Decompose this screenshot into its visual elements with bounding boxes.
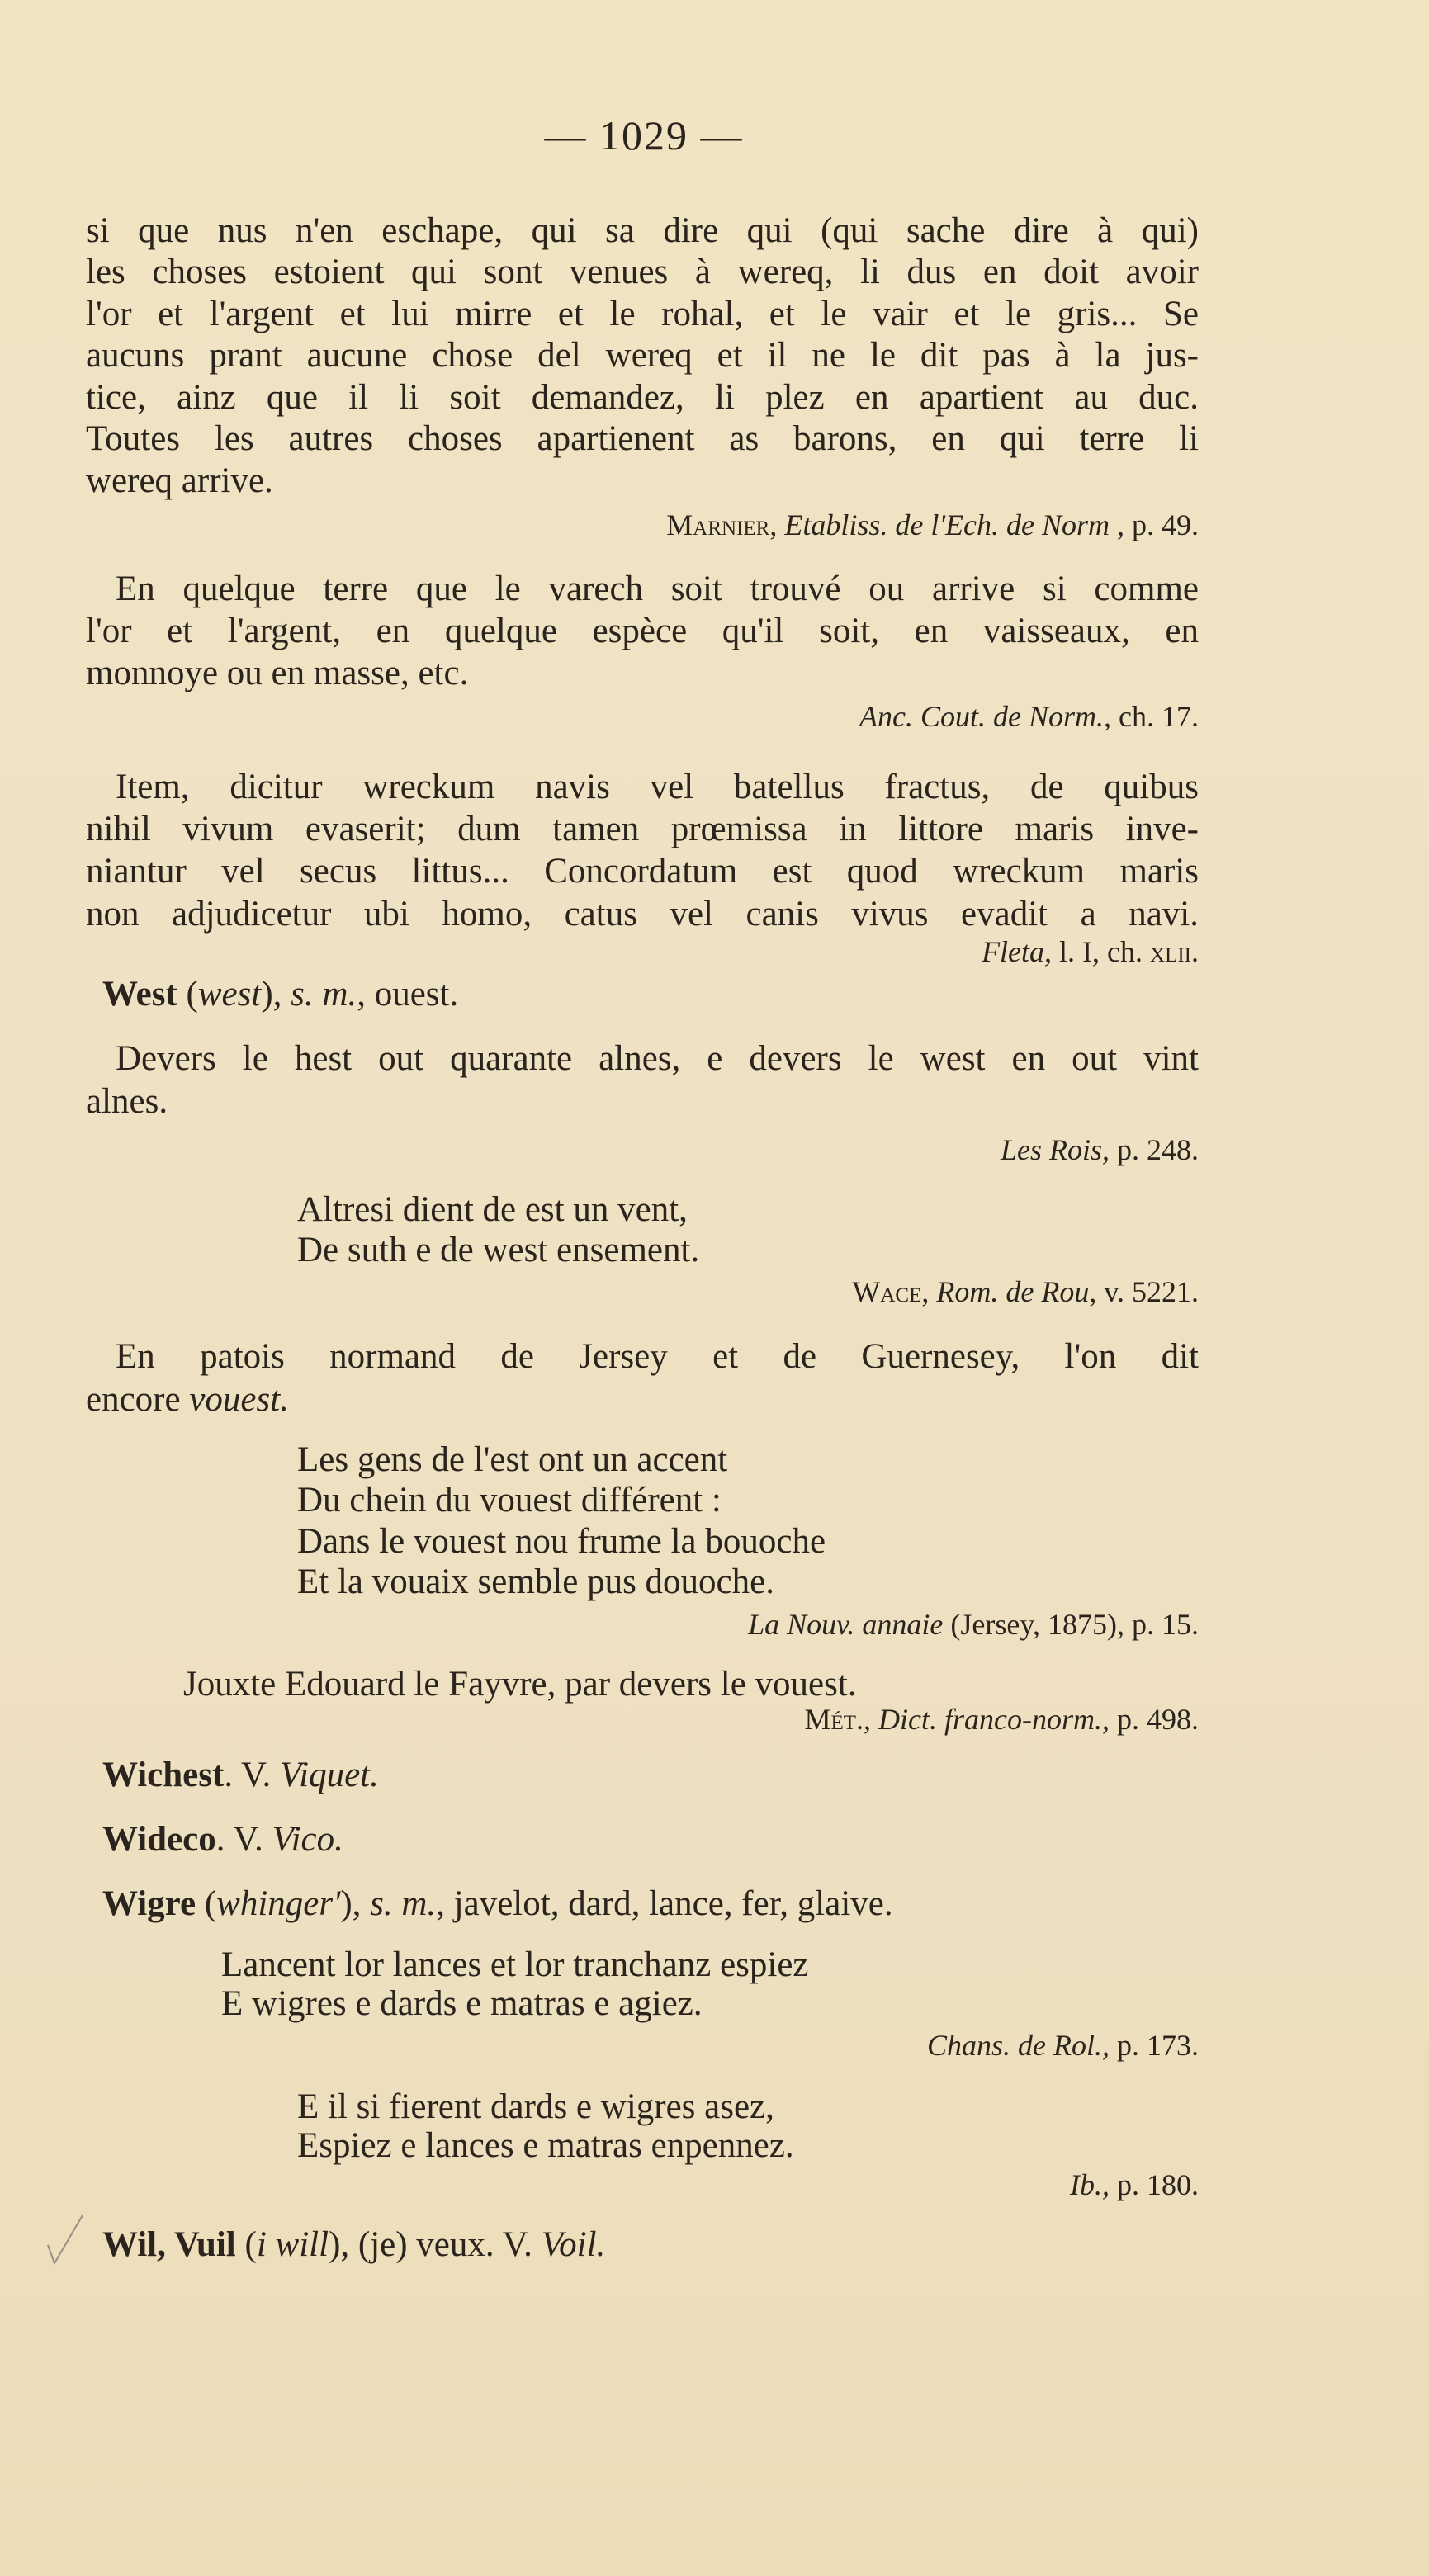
body-line bbox=[86, 654, 468, 693]
author-name: xlii. bbox=[1150, 935, 1199, 968]
text-segment: (Jersey, 1875), p. 15. bbox=[943, 1608, 1199, 1641]
text-segment: tice, ainz que il li soit demandez, li plez en apartient au duc. bbox=[86, 378, 1199, 417]
text-segment: Du chein du vouest différent : bbox=[297, 1481, 722, 1520]
italic-text: Voil. bbox=[541, 2225, 606, 2264]
body-line bbox=[86, 852, 1199, 891]
citation bbox=[666, 505, 1199, 545]
verse-line bbox=[221, 1984, 703, 2024]
body-line bbox=[86, 211, 1199, 251]
text-segment: aucuns prant aucune chose del wereq et il ne le dit pas à la jus- bbox=[86, 336, 1199, 375]
text-segment: , ouest. bbox=[357, 975, 459, 1014]
text-segment: nihil vivum evaserit; dum tamen prœmissa in littore maris inve- bbox=[86, 810, 1199, 848]
body-line bbox=[116, 1337, 1199, 1377]
italic-text: west bbox=[197, 975, 262, 1014]
body-line bbox=[116, 768, 1199, 807]
body-line bbox=[86, 336, 1199, 376]
text-segment: ), (je) veux. V. bbox=[329, 2225, 542, 2264]
italic-text: La Nouv. annaie bbox=[748, 1608, 944, 1641]
headword: Wideco bbox=[102, 1820, 216, 1859]
text-segment: Espiez e lances e matras enpennez. bbox=[297, 2126, 794, 2165]
text-segment: l. I, ch. bbox=[1052, 935, 1151, 968]
verse-line bbox=[297, 1481, 722, 1520]
text-segment: si que nus n'en eschape, qui sa dire qui (qui sache dire à qui) bbox=[86, 211, 1199, 250]
text-segment: , p. 498. bbox=[1102, 1703, 1199, 1736]
author-name: Marnier bbox=[666, 508, 770, 541]
italic-text: s. m. bbox=[370, 1884, 437, 1923]
citation bbox=[748, 1605, 1199, 1644]
italic-text: Chans. de Rol., bbox=[927, 2029, 1110, 2062]
italic-text: Anc. Cout. de Norm., bbox=[859, 700, 1112, 733]
citation bbox=[804, 1699, 1199, 1739]
text-segment: Et la vouaix semble pus douoche. bbox=[297, 1562, 774, 1601]
text-segment: Item, dicitur wreckum navis vel batellus fractus, de quibus bbox=[116, 768, 1199, 806]
text-segment: ( bbox=[177, 975, 198, 1014]
body-line bbox=[86, 419, 1199, 459]
text-segment: ), bbox=[261, 975, 291, 1014]
headword-entry bbox=[102, 1884, 893, 1924]
verse-line bbox=[297, 1440, 727, 1480]
italic-text: Rom. de Rou bbox=[936, 1275, 1090, 1308]
citation bbox=[927, 2025, 1199, 2065]
text-segment: , bbox=[921, 1275, 937, 1308]
text-segment: monnoye ou en masse, etc. bbox=[86, 654, 469, 692]
text-segment: E il si fierent dards e wigres asez, bbox=[297, 2087, 774, 2126]
italic-text: Dict. franco-norm. bbox=[878, 1703, 1102, 1736]
text-segment: En patois normand de Jersey et de Guernesey, l'on dit bbox=[116, 1337, 1199, 1376]
text-segment: Altresi dient de est un vent, bbox=[297, 1190, 688, 1229]
verse-line bbox=[297, 2087, 774, 2127]
page-number: — 1029 — bbox=[544, 112, 744, 158]
verse-line bbox=[297, 1190, 688, 1230]
text-segment: encore bbox=[86, 1380, 190, 1419]
body-line bbox=[86, 1380, 289, 1420]
citation bbox=[1001, 1130, 1199, 1170]
body-line bbox=[86, 378, 1199, 418]
author-name: Mét. bbox=[804, 1703, 864, 1736]
verse-line bbox=[297, 2126, 794, 2166]
body-line bbox=[86, 461, 273, 501]
headword: West bbox=[102, 975, 177, 1014]
text-segment: , bbox=[864, 1703, 879, 1736]
body-line bbox=[116, 570, 1199, 609]
text-segment: l'or et l'argent, en quelque espèce qu'il soit, en vaisseaux, en bbox=[86, 612, 1199, 650]
text-segment: , bbox=[769, 508, 785, 541]
text-segment: , v. 5221. bbox=[1089, 1275, 1199, 1308]
italic-text: vouest. bbox=[189, 1380, 289, 1419]
headword-entry bbox=[102, 1820, 343, 1860]
citation bbox=[852, 1272, 1199, 1312]
headword: Wichest bbox=[102, 1756, 225, 1794]
italic-text: Vico. bbox=[272, 1820, 343, 1859]
text-segment: Devers le hest out quarante alnes, e devers le west en out vint bbox=[116, 1039, 1199, 1078]
verse-line bbox=[297, 1562, 774, 1602]
text-segment: , javelot, dard, lance, fer, glaive. bbox=[436, 1884, 893, 1923]
text-segment: En quelque terre que le varech soit trouvé ou arrive si comme bbox=[116, 570, 1199, 608]
body-line bbox=[86, 810, 1199, 849]
verse-line bbox=[221, 1945, 809, 1985]
italic-text: Les Rois, bbox=[1000, 1133, 1110, 1166]
citation bbox=[1070, 2165, 1199, 2205]
text-segment: ), bbox=[340, 1884, 371, 1923]
text-segment: Lancent lor lances et lor tranchanz espiez bbox=[221, 1945, 809, 1984]
text-segment: , p. 49. bbox=[1110, 508, 1199, 541]
text-segment: wereq arrive. bbox=[86, 461, 273, 500]
text-segment: Les gens de l'est ont un accent bbox=[297, 1440, 728, 1479]
verse-line bbox=[297, 1522, 826, 1562]
italic-text: whinger' bbox=[216, 1884, 341, 1923]
body-line bbox=[86, 895, 1199, 934]
text-segment: ( bbox=[196, 1884, 217, 1923]
author-name: Wace bbox=[852, 1275, 922, 1308]
text-segment: ch. 17. bbox=[1111, 700, 1199, 733]
headword-entry bbox=[102, 2225, 605, 2265]
body-line bbox=[86, 1082, 168, 1122]
text-segment: les choses estoient qui sont venues à wereq, li dus en doit avoir bbox=[86, 253, 1199, 291]
verse-line bbox=[297, 1231, 699, 1270]
body-line bbox=[86, 253, 1199, 292]
body-line bbox=[86, 612, 1199, 651]
text-segment: p. 173. bbox=[1110, 2029, 1199, 2062]
italic-text: i will bbox=[256, 2225, 329, 2264]
text-segment: . V. bbox=[215, 1820, 272, 1859]
text-segment: E wigres e dards e matras e agiez. bbox=[221, 1984, 703, 2023]
headword: Wigre bbox=[102, 1884, 196, 1923]
text-segment: non adjudicetur ubi homo, catus vel canis vivus evadit a navi. bbox=[86, 895, 1199, 934]
text-segment: Toutes les autres choses apartienent as barons, en qui terre li bbox=[86, 419, 1199, 458]
text-segment: . V. bbox=[224, 1756, 281, 1794]
text-segment: De suth e de west ensement. bbox=[297, 1231, 700, 1269]
text-segment: l'or et l'argent et lui mirre et le rohal, et le vair et le gris... Se bbox=[86, 295, 1199, 333]
body-line bbox=[183, 1665, 857, 1704]
citation bbox=[859, 697, 1199, 736]
body-line bbox=[116, 1039, 1199, 1079]
text-segment: niantur vel secus littus... Concordatum est quod wreckum maris bbox=[86, 852, 1199, 891]
headword: Wil, Vuil bbox=[102, 2225, 236, 2264]
text-segment: p. 180. bbox=[1110, 2168, 1199, 2201]
text-segment: Jouxte Edouard le Fayvre, par devers le vouest. bbox=[183, 1665, 857, 1704]
italic-text: Ib., bbox=[1070, 2168, 1110, 2201]
italic-text: Viquet. bbox=[280, 1756, 379, 1794]
italic-text: Etabliss. de l'Ech. de Norm bbox=[784, 508, 1110, 541]
headword-entry bbox=[102, 1756, 379, 1795]
italic-text: s. m. bbox=[291, 975, 357, 1014]
citation bbox=[982, 932, 1199, 971]
text-segment: p. 248. bbox=[1110, 1133, 1199, 1166]
headword-entry bbox=[102, 975, 458, 1014]
text-segment: alnes. bbox=[86, 1082, 168, 1121]
text-segment: Dans le vouest nou frume la bouoche bbox=[297, 1522, 826, 1561]
text-segment: ( bbox=[235, 2225, 257, 2264]
body-line bbox=[86, 295, 1199, 334]
italic-text: Fleta, bbox=[982, 935, 1053, 968]
pencil-check-mark-icon bbox=[41, 2212, 91, 2270]
